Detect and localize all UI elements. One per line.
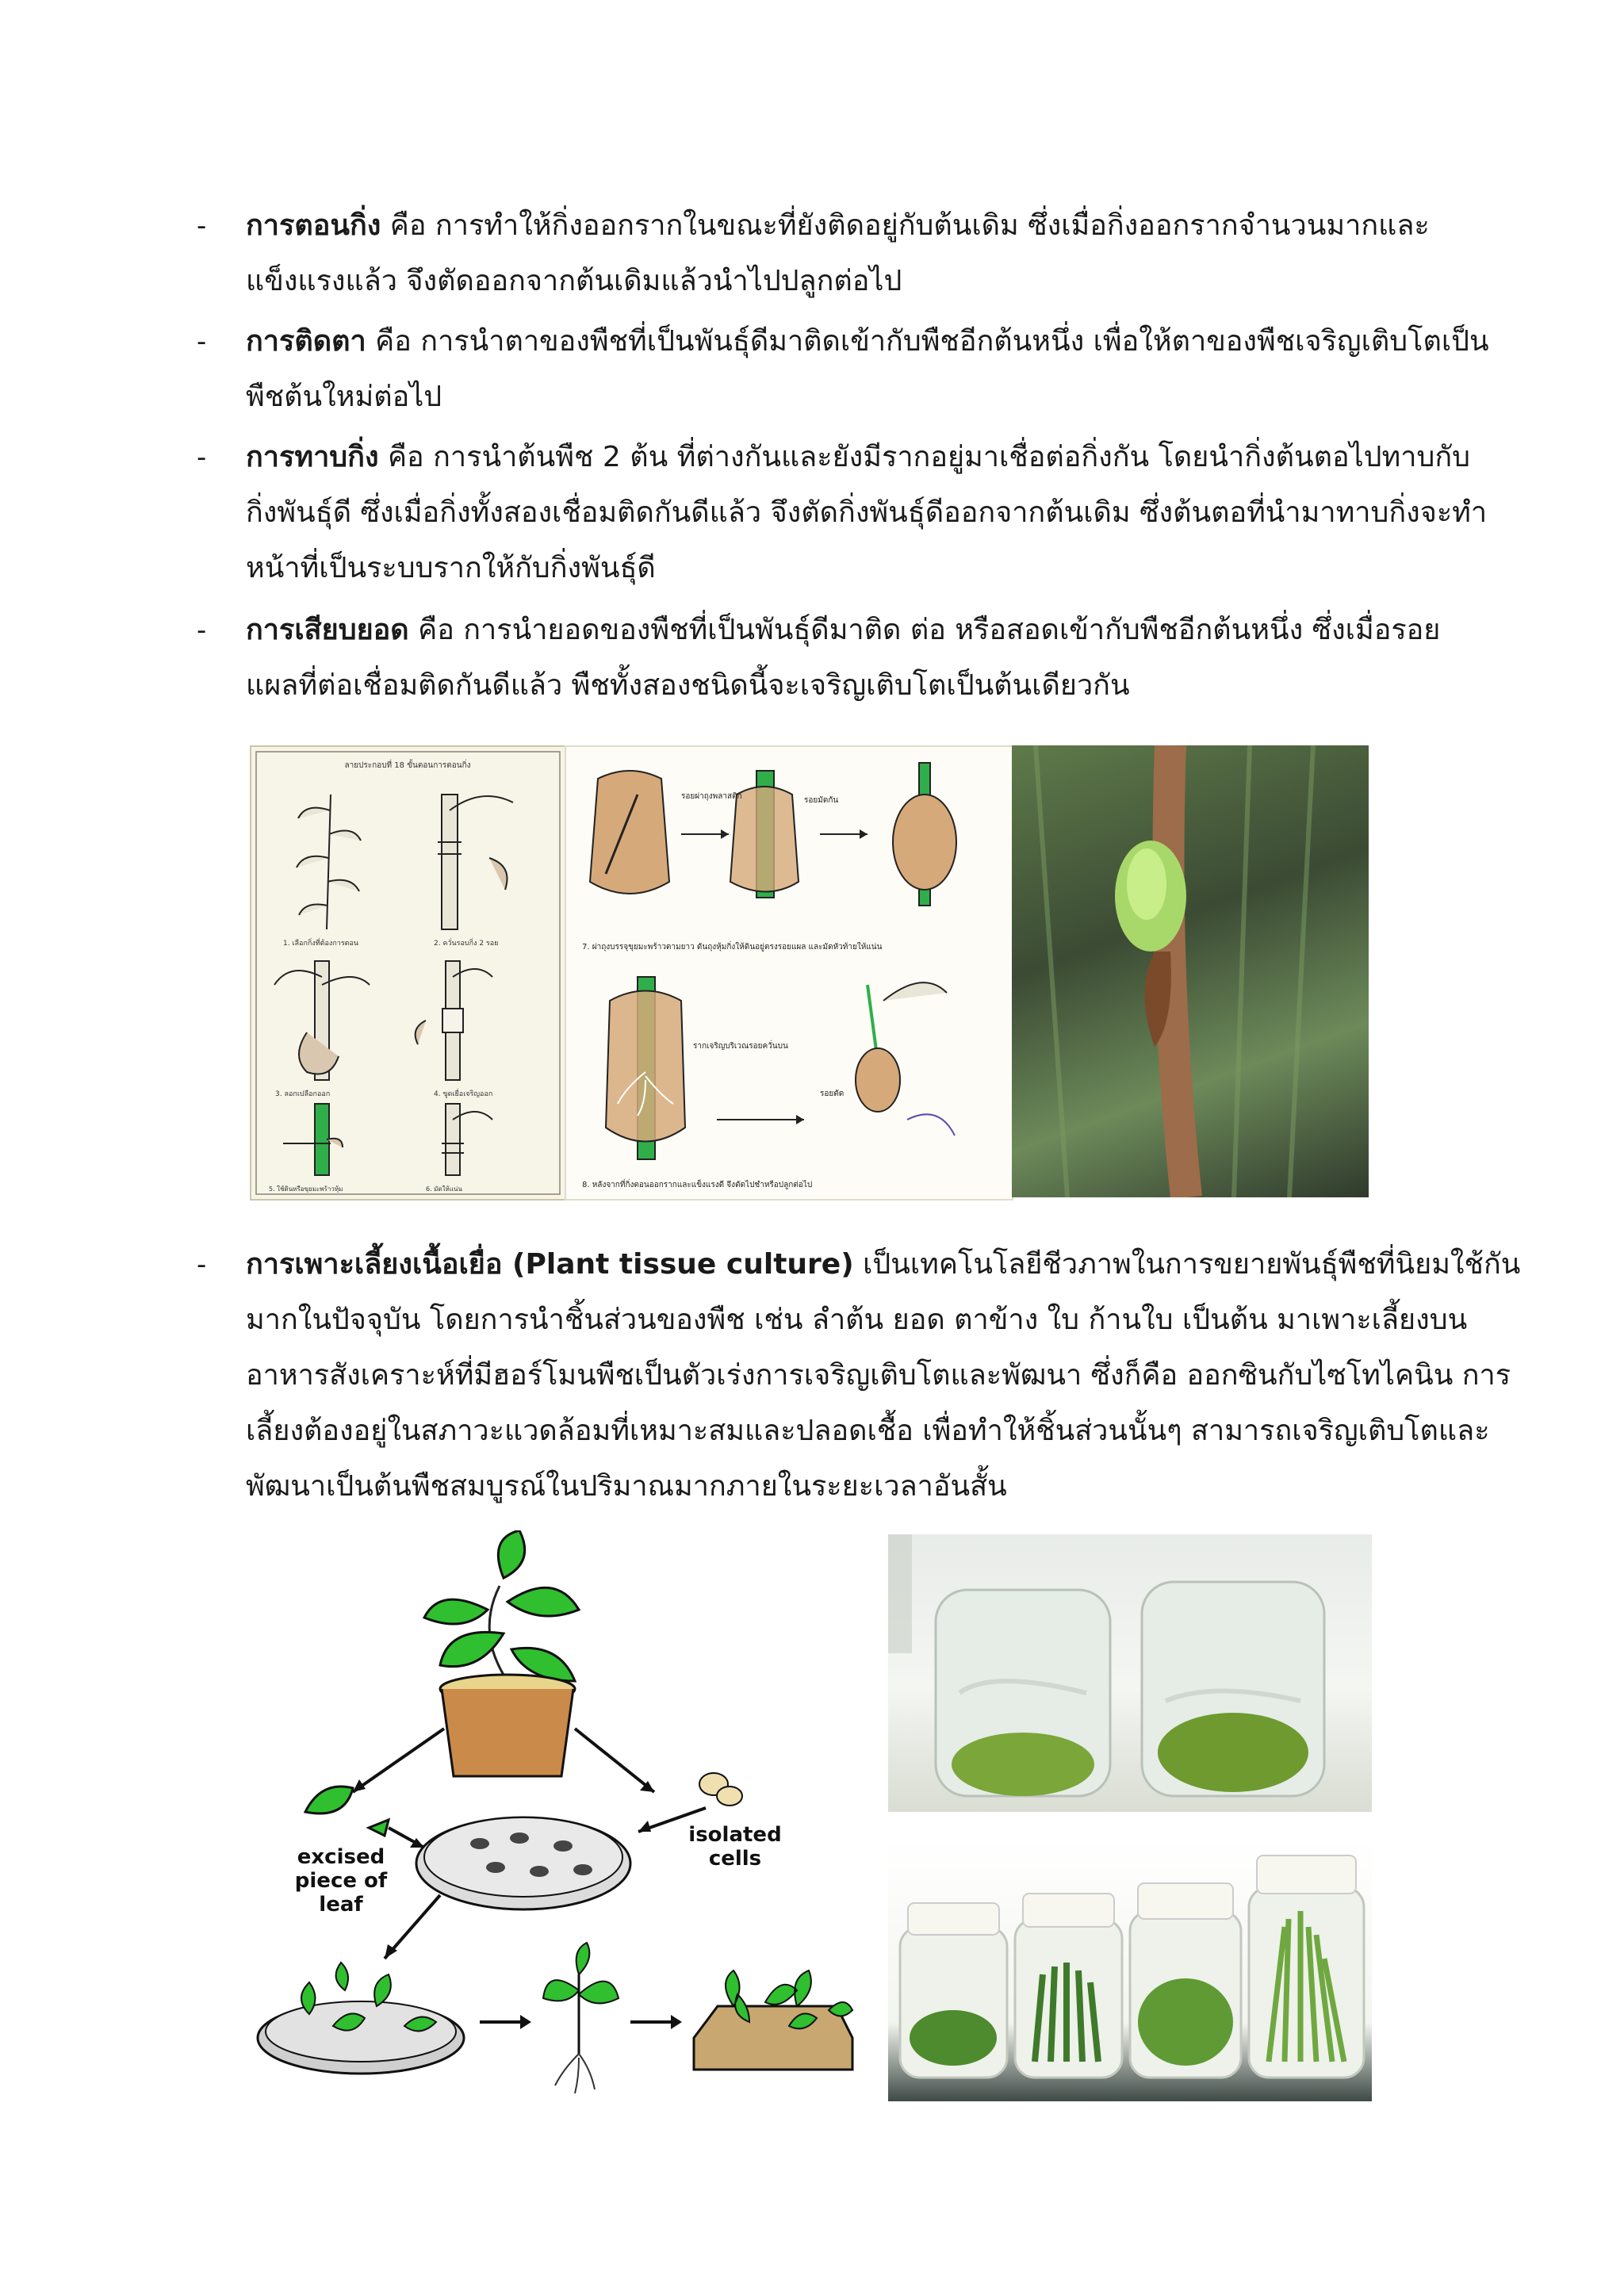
label-roots: รากเจริญบริเวณรอยควั่นบน	[693, 1042, 788, 1051]
label-bag-cut: รอยผ่าถุงพลาสติก	[681, 792, 742, 801]
arrow-icon	[480, 2015, 531, 2029]
arrow-icon	[353, 1729, 444, 1792]
label-cut: รอยตัด	[820, 1090, 845, 1098]
label-cells: cells	[708, 1847, 762, 1871]
bag-on-branch-icon	[730, 771, 799, 898]
cambium-scrape-icon	[416, 961, 492, 1080]
chart-header: ลายประกอบที่ 18 ขั้นตอนการตอนกิ่ง	[344, 761, 471, 770]
caption-step7: 7. ผ่าถุงบรรจุขุยมะพร้าวตามยาว ดันถุงหุ้มกิ่งให้ดินอยู่ตรงรอยแผล และมัดหัวท้ายให้แน่น	[582, 943, 883, 952]
list-dash: -	[197, 210, 207, 242]
bullet-line	[246, 1237, 1520, 1293]
bullet-text: คือ การนำตาของพืชที่เป็นพันธุ์ดีมาติดเข้ากับพืชอีกต้นหนึ่ง เพื่อให้ตาของพืชเจริญเติบโตเป็น	[366, 325, 1489, 358]
step-label: 5. ใช้ดินหรือขุยมะพร้าวหุ้ม	[269, 1185, 343, 1193]
bark-peel-icon	[274, 961, 370, 1080]
isolated-cells-icon	[699, 1773, 742, 1806]
label-excised: excised	[297, 1845, 385, 1869]
culture-jar-icon	[1015, 1894, 1122, 2078]
bullet-line: แข็งแรงแล้ว จึงตัดออกจากต้นเดิมแล้วนำไปปลูกต่อไป	[246, 265, 902, 297]
bullet-text: คือ การนำต้นพืช 2 ต้น ที่ต่างกันและยังมีรากอยู่มาเชื่อต่อกิ่งกัน โดยนำกิ่งต้นตอไปทาบกับ	[378, 441, 1470, 473]
bullet-line: อาหารสังเคราะห์ที่มีฮอร์โมนพืชเป็นตัวเร่งการเจริญเติบโตและพัฒนา ซึ่งก็คือ ออกซินกับไซโทไคนิน การ	[246, 1359, 1511, 1392]
stem-icon	[1169, 745, 1187, 1197]
bullet-text: เป็นเทคโนโลยีชีวภาพในการขยายพันธุ์พืชที่นิยมใช้กัน	[853, 1248, 1521, 1281]
bullet-line: พัฒนาเป็นต้นพืชสมบูรณ์ในปริมาณมากภายในระยะเวลาอันสั้น	[246, 1470, 1007, 1503]
bullet-term: การเสียบยอด	[246, 614, 409, 646]
label-leaf: leaf	[319, 1893, 363, 1917]
list-dash: -	[197, 615, 207, 646]
bullet-budding	[197, 314, 1489, 425]
bullet-cleft-grafting	[197, 603, 1441, 714]
layering-steps-drawing	[251, 747, 565, 1199]
bud-graft-photo	[1012, 745, 1369, 1197]
cut-rooted-branch-icon	[856, 982, 955, 1136]
tissue-culture-drawing	[242, 1530, 860, 2101]
label-piece-of: piece of	[294, 1869, 388, 1893]
arrow-icon	[385, 1895, 440, 1959]
wrapped-branch-icon	[893, 763, 956, 906]
bullet-line: มากในปัจจุบัน โดยการนำชิ้นส่วนของพืช เช่น ลำต้น ยอด ตาข้าง ใบ ก้านใบ เป็นต้น มาเพาะเลี้ยงบน	[246, 1304, 1468, 1336]
wrap-branch-icon	[283, 1104, 343, 1175]
layering-bag-diagram	[565, 745, 1013, 1201]
arrow-icon	[717, 1115, 804, 1124]
plant-branch-icon	[297, 795, 361, 929]
plastic-bag-icon	[590, 771, 669, 894]
arrow-icon	[820, 829, 868, 839]
label-tie: รอยมัดกัน	[804, 796, 839, 805]
bullet-line: หน้าที่เป็นระบบรากให้กับกิ่งพันธุ์ดี	[246, 552, 656, 584]
culture-jar-icon	[1249, 1855, 1364, 2078]
rooted-plantlet-icon	[543, 1943, 619, 2093]
caption-step8: 8. หลังจากที่กิ่งตอนออกรากและแข็งแรงดี จึงตัดไปชำหรือปลูกต่อไป	[582, 1181, 813, 1189]
arrow-icon	[681, 829, 729, 839]
culture-jars-photo-bottom	[888, 1840, 1372, 2101]
bullet-line: พืชต้นใหม่ต่อไป	[246, 381, 442, 413]
potted-plant-icon	[424, 1530, 579, 1776]
bullet-layering	[197, 198, 1430, 309]
petri-dish-icon	[416, 1817, 630, 1909]
bullet-line: เลี้ยงต้องอยู่ในสภาวะแวดล้อมที่เหมาะสมและปลอดเชื้อ เพื่อทำให้ชิ้นส่วนนั้นๆ สามารถเจริญเติบโตและ	[246, 1415, 1490, 1447]
bud-photo-drawing	[1012, 745, 1369, 1197]
culture-jar-icon	[900, 1903, 1007, 2078]
step-label: 2. ควั่นรอบกิ่ง 2 รอย	[434, 940, 499, 948]
bullet-text: คือ การทำให้กิ่งออกรากในขณะที่ยังติดอยู่กับต้นเดิม ซึ่งเมื่อกิ่งออกรากจำนวนมากและ	[381, 209, 1430, 242]
tie-branch-icon	[442, 1104, 492, 1175]
bag-diagram-drawing	[566, 747, 1012, 1199]
layering-steps-chart	[250, 745, 566, 1201]
bullet-line	[246, 430, 1470, 485]
culture-jar-icon	[1130, 1883, 1241, 2078]
branch-cut-icon	[438, 795, 513, 929]
leaf-piece-icon	[305, 1787, 389, 1836]
list-dash: -	[197, 1249, 207, 1281]
bullet-line	[246, 603, 1440, 658]
list-dash: -	[197, 326, 207, 358]
list-dash: -	[197, 442, 207, 473]
arrow-icon	[630, 2015, 682, 2029]
bullet-line	[246, 198, 1430, 254]
step-label: 3. ลอกเปลือกออก	[275, 1090, 331, 1098]
label-isolated: isolated	[688, 1823, 782, 1847]
seedling-tray-icon	[694, 1970, 852, 2070]
step-label: 1. เลือกกิ่งที่ต้องการตอน	[283, 940, 359, 948]
rooted-bag-icon	[606, 977, 685, 1159]
bullet-line: กิ่งพันธุ์ดี ซึ่งเมื่อกิ่งทั้งสองเชื่อมติดกันดีแล้ว จึงตัดกิ่งพันธุ์ดีออกจากต้นเดิม ซึ่งต้นตอที่นำมาทาบกิ่งจะทำ	[246, 496, 1488, 529]
bullet-approach-grafting	[197, 430, 1488, 596]
tissue-culture-diagram	[242, 1530, 860, 2101]
jars-top-drawing	[888, 1534, 1372, 1812]
culture-jars-photo-top	[888, 1534, 1372, 1812]
jars-bottom-drawing	[888, 1840, 1372, 2101]
arrow-icon	[575, 1729, 654, 1792]
bullet-text: คือ การนำยอดของพืชที่เป็นพันธุ์ดีมาติด ต่อ หรือสอดเข้ากับพืชอีกต้นหนึ่ง ซึ่งเมื่อรอย	[408, 614, 1441, 646]
bullet-term: การเพาะเลี้ยงเนื้อเยื่อ (Plant tissue culture)	[246, 1248, 854, 1281]
step-label: 4. ขูดเยื่อเจริญออก	[434, 1090, 493, 1098]
plantlet-dish-icon	[258, 1963, 464, 2074]
bullet-tissue-culture	[197, 1237, 1521, 1515]
culture-jar-icon	[1142, 1582, 1324, 1796]
bullet-term: การทาบกิ่ง	[246, 441, 379, 473]
arrow-icon	[389, 1828, 424, 1848]
bullet-line: แผลที่ต่อเชื่อมติดกันดีแล้ว พืชทั้งสองชนิดนี้จะเจริญเติบโตเป็นต้นเดียวกัน	[246, 669, 1130, 702]
step-label: 6. มัดให้แน่น	[426, 1185, 462, 1193]
bullet-term: การติดตา	[246, 325, 366, 358]
bullet-term: การตอนกิ่ง	[246, 209, 381, 242]
bullet-line	[246, 314, 1489, 370]
culture-jar-icon	[936, 1590, 1110, 1796]
